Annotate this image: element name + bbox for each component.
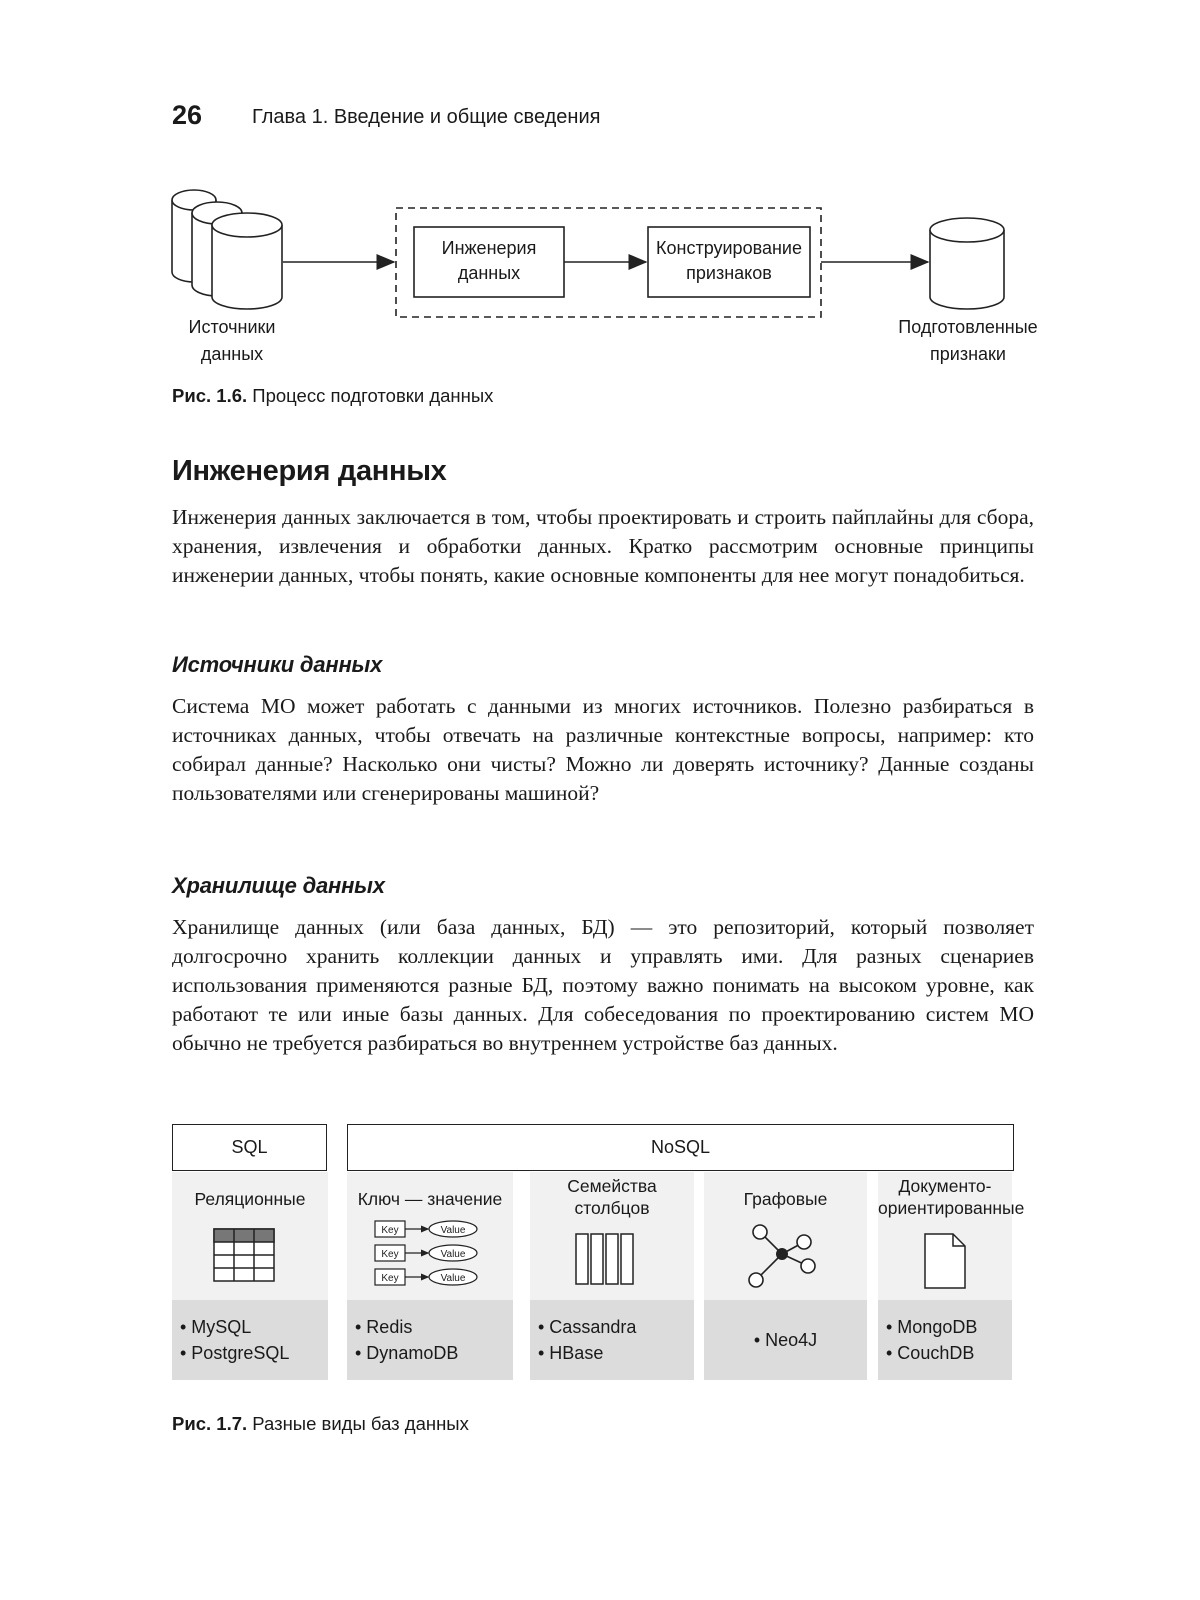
- graph-icon: [744, 1222, 824, 1292]
- db-examples: • MySQL • PostgreSQL: [172, 1300, 328, 1380]
- kv-key-label: Key: [381, 1249, 399, 1260]
- db-type-title: Семейства столбцов: [567, 1176, 657, 1218]
- feature-engineering-label: Конструирование признаков: [656, 238, 802, 283]
- prepared-features-icon: [930, 218, 1004, 309]
- key-value-icon: [373, 1218, 483, 1294]
- db-examples: • Cassandra • HBase: [530, 1300, 694, 1380]
- db-column-key-value: [347, 1172, 513, 1380]
- section-paragraph: Инженерия данных заключается в том, чтобы проектировать и строить пайплайны для сбора, хранения, извлечения и обработки данных. Кратко рассмотрим основные принципы инженерии данных, чтобы понять, какие основные компоненты для нее могут понадобиться.: [172, 505, 1034, 587]
- subsection-paragraph-sources: Система МО может работать с данными из многих источников. Полезно разбираться в источниках данных, чтобы отвечать на различные контекстные вопросы, например: кто собирал данные? Насколько они чисты? Можно ли доверять источнику? Данные созданы пользователями или сгенерированы машиной?: [172, 694, 1034, 805]
- nosql-header: NoSQL: [347, 1124, 1014, 1171]
- db-type-title: Реляционные: [194, 1189, 306, 1209]
- prepared-features-label: Подготовленные признаки: [898, 317, 1038, 364]
- kv-key-label: Key: [381, 1273, 399, 1284]
- db-type-title: Графовые: [743, 1189, 828, 1209]
- db-column-relational: [172, 1172, 328, 1380]
- subsection-title-storage: Хранилище данных: [172, 873, 385, 898]
- kv-value-label: Value: [440, 1249, 466, 1260]
- db-examples: • MongoDB • CouchDB: [878, 1300, 1012, 1380]
- db-column-graph: [704, 1172, 867, 1380]
- data-sources-label: Источники данных: [188, 317, 276, 364]
- kv-key-label: Key: [381, 1225, 399, 1236]
- data-sources-icon: [172, 190, 282, 309]
- subsection-paragraph-storage: Хранилище данных (или база данных, БД) — это репозиторий, который позволяет долгосрочно хранить коллекции данных и управлять ими. Для разных сценариев использования применяются разные БД, поэтому важно понимать на высоком уровне, как работают те или иные базы данных. Для собеседования по проектированию систем МО обычно не требуется разбираться во внутреннем устройстве баз данных.: [172, 915, 1034, 1055]
- kv-value-label: Value: [440, 1225, 466, 1236]
- db-column-column-families: [530, 1172, 694, 1380]
- page-number: 26: [172, 100, 203, 130]
- document-icon: [923, 1232, 973, 1292]
- subsection-title-sources: Источники данных: [172, 652, 383, 677]
- db-examples: • Redis • DynamoDB: [347, 1300, 513, 1380]
- running-head: Глава 1. Введение и общие сведения: [252, 106, 601, 128]
- figure-1-7-caption: Рис. 1.7. Разные виды баз данных: [172, 1413, 469, 1434]
- sql-header: SQL: [172, 1124, 327, 1171]
- figure-1-6-caption: Рис. 1.6. Процесс подготовки данных: [172, 385, 494, 406]
- kv-value-label: Value: [440, 1273, 466, 1284]
- data-engineering-label: Инженерия данных: [441, 238, 537, 283]
- columns-icon: [574, 1232, 654, 1288]
- db-column-document: [878, 1172, 1025, 1380]
- section-title: Инженерия данных: [172, 455, 447, 487]
- db-type-title: Документо- ориентированные: [878, 1176, 1025, 1218]
- db-examples: • Neo4J: [704, 1300, 867, 1380]
- db-type-title: Ключ — значение: [357, 1189, 503, 1209]
- table-icon: [213, 1228, 277, 1284]
